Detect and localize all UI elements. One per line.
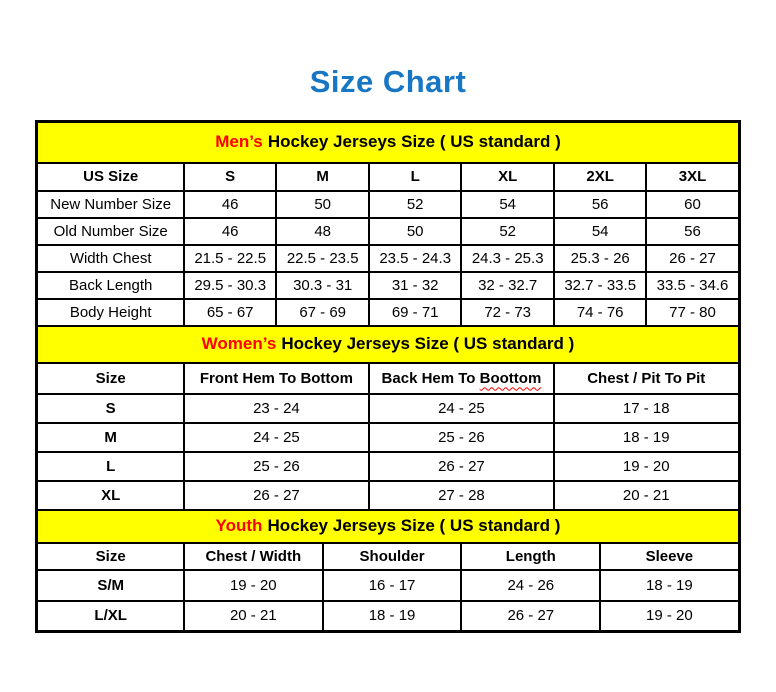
youth-section-title-rest: Hockey Jerseys Size ( US standard ) <box>267 516 561 535</box>
youth-data-cell: 20 - 21 <box>184 601 323 632</box>
men-data-cell: 23.5 - 24.3 <box>369 245 462 272</box>
men-section-title-rest: Hockey Jerseys Size ( US standard ) <box>267 132 561 152</box>
youth-data-cell: 24 - 26 <box>461 570 600 601</box>
men-section-title-highlight: Men’s <box>215 132 263 152</box>
men-data-cell: 54 <box>461 191 554 218</box>
youth-section-band <box>37 510 739 543</box>
women-data-cell: 19 - 20 <box>554 452 739 481</box>
men-data-cell: 60 <box>646 191 739 218</box>
youth-section-title <box>37 510 739 543</box>
men-header-row <box>37 163 739 191</box>
women-section-title-highlight: Women’s <box>201 334 277 353</box>
men-row-label: Old Number Size <box>37 218 184 245</box>
table-row <box>37 452 739 481</box>
women-header-cell: Chest / Pit To Pit <box>554 363 739 394</box>
men-data-cell: 32 - 32.7 <box>461 272 554 299</box>
men-data-cell: 56 <box>554 191 647 218</box>
women-data-cell: 26 - 27 <box>184 481 369 510</box>
table-row <box>37 218 739 245</box>
youth-header-cell: Sleeve <box>600 543 739 570</box>
youth-data-cell: 18 - 19 <box>600 570 739 601</box>
men-data-cell: 50 <box>369 218 462 245</box>
men-row-label: New Number Size <box>37 191 184 218</box>
women-row-label: L <box>37 452 184 481</box>
men-data-cell: 52 <box>461 218 554 245</box>
women-row-label: XL <box>37 481 184 510</box>
men-data-cell: 46 <box>184 191 277 218</box>
women-row-label: S <box>37 394 184 423</box>
men-data-cell: 31 - 32 <box>369 272 462 299</box>
table-row <box>37 481 739 510</box>
men-data-cell: 65 - 67 <box>184 299 277 326</box>
men-header-cell: US Size <box>37 163 184 191</box>
back-hem-prefix: Back Hem To <box>381 369 480 387</box>
men-data-cell: 50 <box>276 191 369 218</box>
men-data-cell: 29.5 - 30.3 <box>184 272 277 299</box>
men-header-cell: 3XL <box>646 163 739 191</box>
men-header-cell: L <box>369 163 462 191</box>
youth-header-cell: Size <box>37 543 184 570</box>
women-header-cell-back-hem <box>369 363 554 394</box>
men-data-cell: 67 - 69 <box>276 299 369 326</box>
women-section-band <box>37 326 739 363</box>
men-header-cell: S <box>184 163 277 191</box>
men-data-cell: 25.3 - 26 <box>554 245 647 272</box>
youth-header-row <box>37 543 739 570</box>
men-data-cell: 72 - 73 <box>461 299 554 326</box>
men-row-label: Width Chest <box>37 245 184 272</box>
men-data-cell: 21.5 - 22.5 <box>184 245 277 272</box>
men-data-cell: 24.3 - 25.3 <box>461 245 554 272</box>
table-row <box>37 245 739 272</box>
women-data-cell: 26 - 27 <box>369 452 554 481</box>
men-header-cell: 2XL <box>554 163 647 191</box>
women-header-cell: Front Hem To Bottom <box>184 363 369 394</box>
youth-row-label: L/XL <box>37 601 184 632</box>
men-section-band <box>37 122 739 163</box>
table-row <box>37 272 739 299</box>
men-data-cell: 26 - 27 <box>646 245 739 272</box>
men-data-cell: 46 <box>184 218 277 245</box>
men-section-title <box>37 122 739 163</box>
youth-data-cell: 19 - 20 <box>600 601 739 632</box>
men-row-label: Body Height <box>37 299 184 326</box>
women-data-cell: 20 - 21 <box>554 481 739 510</box>
youth-data-cell: 26 - 27 <box>461 601 600 632</box>
men-data-cell: 52 <box>369 191 462 218</box>
table-row <box>37 601 739 632</box>
men-data-cell: 33.5 - 34.6 <box>646 272 739 299</box>
men-data-cell: 22.5 - 23.5 <box>276 245 369 272</box>
men-header-cell: XL <box>461 163 554 191</box>
men-row-label: Back Length <box>37 272 184 299</box>
youth-header-cell: Chest / Width <box>184 543 323 570</box>
back-hem-misspelled-word: Boottom <box>479 369 542 387</box>
men-data-cell: 56 <box>646 218 739 245</box>
women-data-cell: 27 - 28 <box>369 481 554 510</box>
table-row <box>37 299 739 326</box>
women-header-cell: Size <box>37 363 184 394</box>
women-data-cell: 25 - 26 <box>369 423 554 452</box>
women-data-cell: 25 - 26 <box>184 452 369 481</box>
women-section-title <box>37 326 739 363</box>
men-data-cell: 77 - 80 <box>646 299 739 326</box>
women-header-row <box>37 363 739 394</box>
women-data-cell: 17 - 18 <box>554 394 739 423</box>
men-data-cell: 32.7 - 33.5 <box>554 272 647 299</box>
men-data-cell: 48 <box>276 218 369 245</box>
youth-header-cell: Shoulder <box>323 543 462 570</box>
men-data-cell: 54 <box>554 218 647 245</box>
women-data-cell: 18 - 19 <box>554 423 739 452</box>
women-row-label: M <box>37 423 184 452</box>
women-data-cell: 24 - 25 <box>369 394 554 423</box>
men-data-cell: 69 - 71 <box>369 299 462 326</box>
youth-row-label: S/M <box>37 570 184 601</box>
youth-header-cell: Length <box>461 543 600 570</box>
youth-data-cell: 16 - 17 <box>323 570 462 601</box>
women-section-title-rest: Hockey Jerseys Size ( US standard ) <box>281 334 575 353</box>
women-data-cell: 24 - 25 <box>184 423 369 452</box>
table-row <box>37 394 739 423</box>
page-title: Size Chart <box>309 64 467 99</box>
table-row <box>37 423 739 452</box>
youth-data-cell: 18 - 19 <box>323 601 462 632</box>
table-row <box>37 191 739 218</box>
men-data-cell: 74 - 76 <box>554 299 647 326</box>
youth-data-cell: 19 - 20 <box>184 570 323 601</box>
women-data-cell: 23 - 24 <box>184 394 369 423</box>
men-header-cell: M <box>276 163 369 191</box>
youth-section-title-highlight: Youth <box>215 516 263 535</box>
men-data-cell: 30.3 - 31 <box>276 272 369 299</box>
table-row <box>37 570 739 601</box>
size-chart-table <box>35 120 740 633</box>
